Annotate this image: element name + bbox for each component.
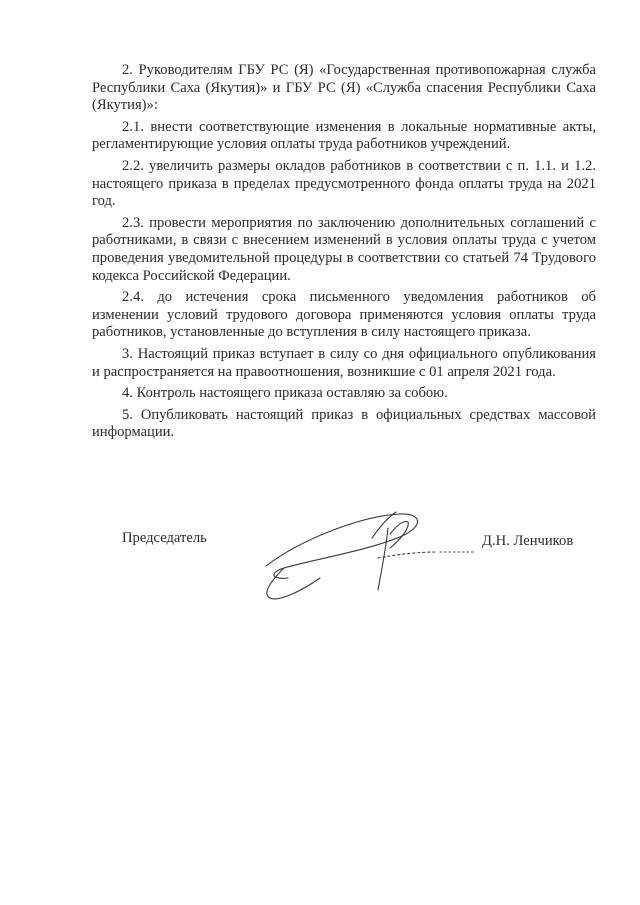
handwritten-signature: [240, 498, 490, 608]
signatory-name: Д.Н. Ленчиков: [482, 533, 574, 549]
signatory-role: Председатель: [122, 530, 207, 546]
document-body: [92, 62, 596, 446]
paragraph-3: 3. Настоящий приказ вступает в силу со дня официального опубликования и распространяется на правоотношения, возникшие с 01 апреля 2021 года.: [92, 345, 596, 380]
paragraph-2: 2. Руководителям ГБУ РС (Я) «Государственная противопожарная служба Республики Саха (Якутия)» и ГБУ РС (Я) «Служба спасения Республики Саха (Якутия)»:: [92, 62, 596, 114]
paragraph-2-1: 2.1. внести соответствующие изменения в локальные нормативные акты, регламентирующие условия оплаты труда работников учреждений.: [92, 118, 596, 153]
paragraph-5: 5. Опубликовать настоящий приказ в официальных средствах массовой информации.: [92, 406, 596, 441]
paragraph-2-4: 2.4. до истечения срока письменного уведомления работников об изменении условий трудового договора применяются условия оплаты труда работников, установленные до вступления в силу настоящего приказа.: [92, 289, 596, 341]
paragraph-4: 4. Контроль настоящего приказа оставляю за собою.: [122, 385, 448, 402]
paragraph-2-3: 2.3. провести мероприятия по заключению дополнительных соглашений с работниками, в связи с внесением изменений в условия оплаты труда с учетом проведения уведомительной процедуры в соответствии со статьей 74 Трудового кодекса Российской Федерации.: [92, 214, 596, 284]
paragraph-2-2: 2.2. увеличить размеры окладов работников в соответствии с п. 1.1. и 1.2. настоящего приказа в пределах предусмотренного фонда оплаты труда на 2021 год.: [92, 157, 596, 210]
